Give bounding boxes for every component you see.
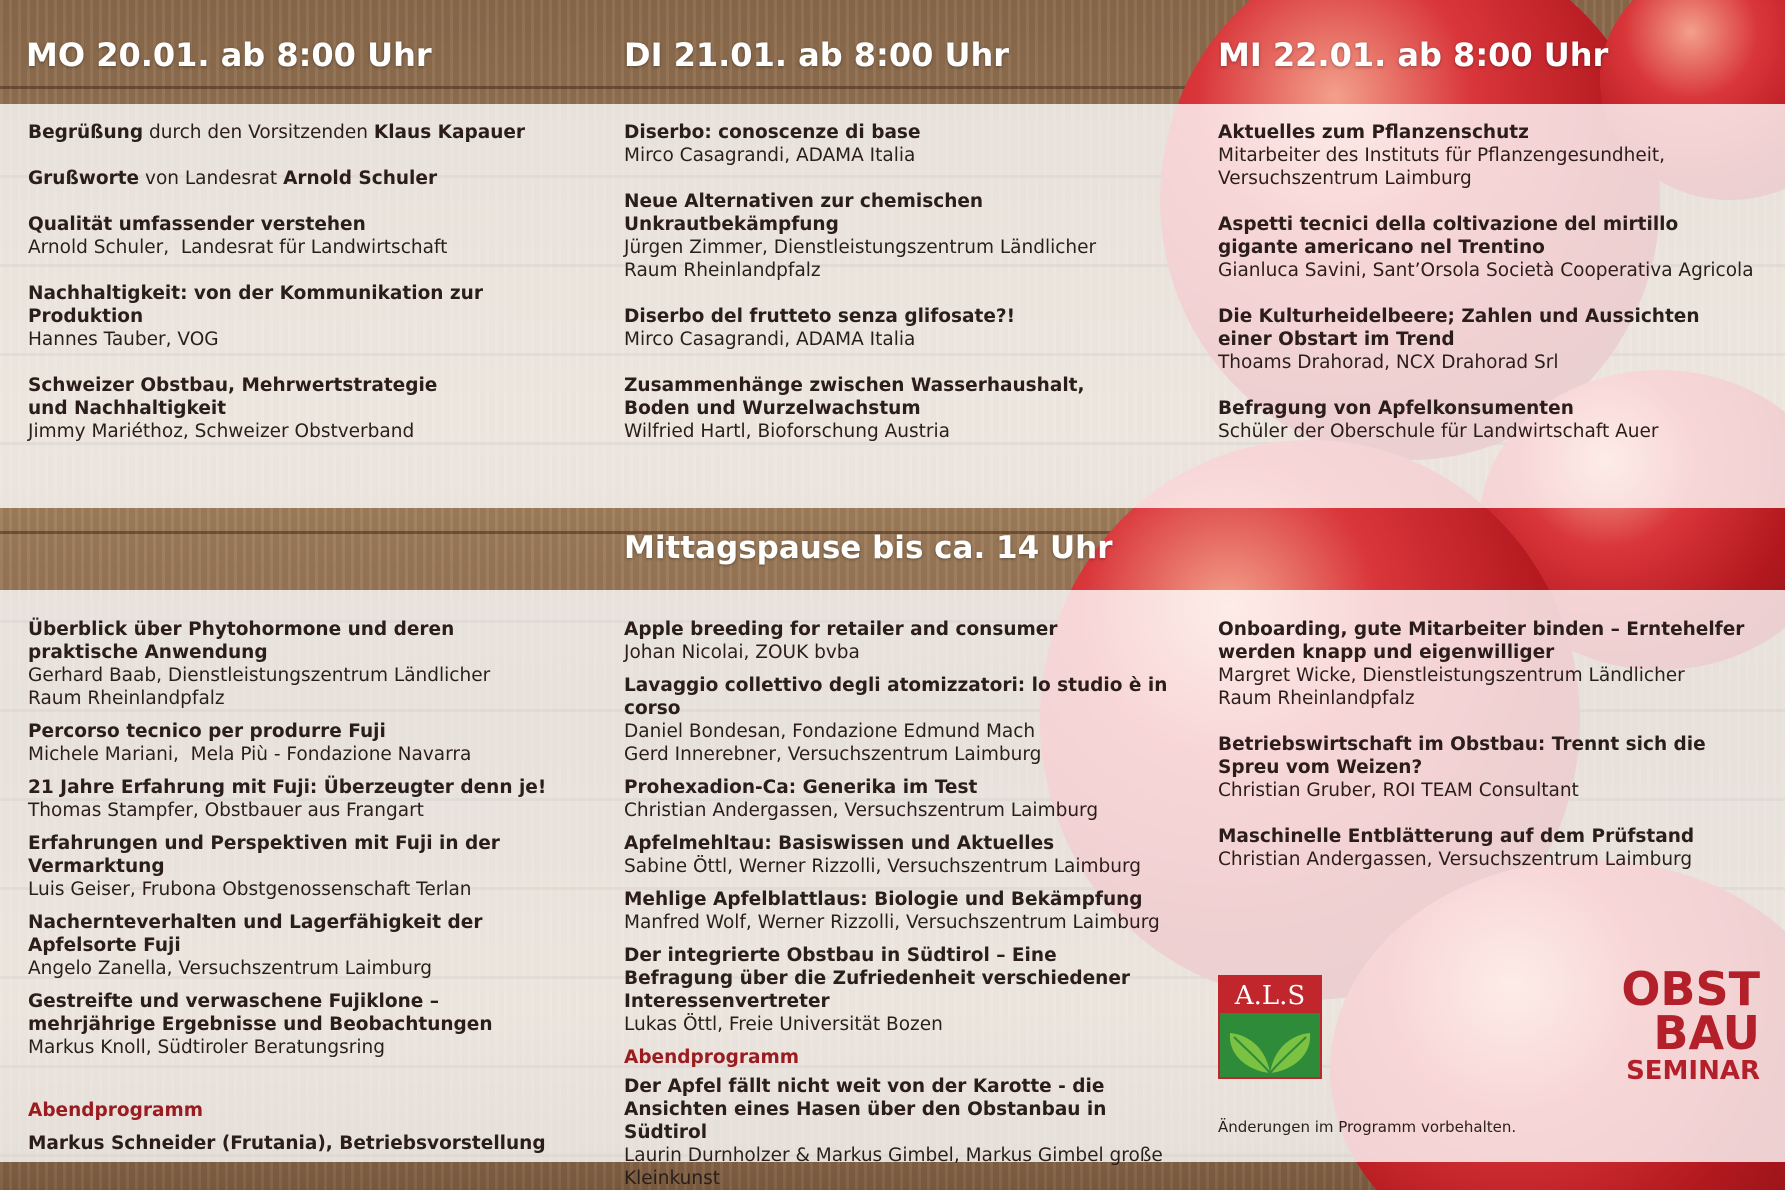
list-item bbox=[624, 674, 1169, 766]
entry-speaker: Schüler der Oberschule für Landwirtschaft Auer bbox=[1218, 421, 1659, 442]
entry-title: Die Kulturheidelbeere; Zahlen und Aussichten einer Obstart im Trend bbox=[1218, 306, 1700, 350]
afternoon-column-mi bbox=[1218, 618, 1778, 871]
entry-speaker: Gerd Innerebner, Versuchszentrum Laimburg bbox=[624, 744, 1042, 765]
list-item bbox=[28, 990, 588, 1059]
lunch-break-heading: Mittagspause bis ca. 14 Uhr bbox=[624, 530, 1113, 566]
list-item bbox=[1218, 305, 1758, 374]
list-item bbox=[624, 776, 1169, 822]
entry-speaker: Mirco Casagrandi, ADAMA Italia bbox=[624, 145, 916, 166]
entry-title: Diserbo: conoscenze di base bbox=[624, 122, 921, 143]
entry-title: Überblick über Phytohormone und deren praktische Anwendung bbox=[28, 619, 455, 663]
list-item bbox=[28, 121, 588, 144]
entry-speaker: Christian Andergassen, Versuchszentrum Laimburg bbox=[624, 800, 1099, 821]
entry-speaker: Christian Andergassen, Versuchszentrum Laimburg bbox=[1218, 849, 1693, 870]
entry-title: Grußworte bbox=[28, 168, 140, 189]
entry-speaker: Thoams Drahorad, NCX Drahorad Srl bbox=[1218, 352, 1559, 373]
entry-speaker: Hannes Tauber, VOG bbox=[28, 329, 219, 350]
entry-speaker: Mitarbeiter des Instituts für Pflanzengesundheit, Versuchszentrum Laimburg bbox=[1218, 145, 1666, 189]
morning-column-di bbox=[624, 121, 1164, 443]
list-item bbox=[28, 167, 588, 190]
list-item bbox=[28, 282, 588, 351]
entry-title: Apfelmehltau: Basiswissen und Aktuelles bbox=[624, 833, 1055, 854]
entry-title: Der integrierte Obstbau in Südtirol – Eine Befragung über die Zufriedenheit verschiedener Interessenvertreter bbox=[624, 945, 1131, 1012]
afternoon-column-di bbox=[624, 618, 1169, 1190]
evening-program-label: Abendprogramm bbox=[624, 1047, 800, 1068]
entry-speaker: Angelo Zanella, Versuchszentrum Laimburg bbox=[28, 958, 433, 979]
entry-speaker: Luis Geiser, Frubona Obstgenossenschaft Terlan bbox=[28, 879, 472, 900]
list-item bbox=[28, 832, 588, 901]
logo-line: BAU bbox=[1653, 1005, 1760, 1060]
list-item bbox=[1218, 733, 1778, 802]
evening-program-label: Abendprogramm bbox=[28, 1100, 204, 1121]
evening-program-title: Markus Schneider (Frutania), Betriebsvorstellung bbox=[28, 1133, 546, 1154]
list-item bbox=[28, 720, 588, 766]
morning-column-mi bbox=[1218, 121, 1758, 443]
entry-title: Prohexadion-Ca: Generika im Test bbox=[624, 777, 978, 798]
list-item bbox=[28, 374, 458, 443]
entry-title: Maschinelle Entblätterung auf dem Prüfstand bbox=[1218, 826, 1695, 847]
entry-title: Schweizer Obstbau, Mehrwertstrategie und Nachhaltigkeit bbox=[28, 375, 438, 419]
list-item bbox=[1218, 213, 1758, 282]
entry-speaker: Lukas Öttl, Freie Universität Bozen bbox=[624, 1014, 943, 1035]
entry-title: Apple breeding for retailer and consumer bbox=[624, 619, 1058, 640]
entry-title: Gestreifte und verwaschene Fujiklone – mehrjährige Ergebnisse und Beobachtungen bbox=[28, 991, 493, 1035]
day-heading-di: DI 21.01. ab 8:00 Uhr bbox=[624, 36, 1010, 74]
entry-speaker: Sabine Öttl, Werner Rizzolli, Versuchszentrum Laimburg bbox=[624, 856, 1142, 877]
entry-title: Arnold Schuler bbox=[283, 168, 438, 189]
entry-speaker: Michele Mariani, Mela Più - Fondazione Navarra bbox=[28, 744, 472, 765]
leaf-icon bbox=[1220, 1013, 1320, 1077]
entry-title: Lavaggio collettivo degli atomizzatori: lo studio è in corso bbox=[624, 675, 1168, 719]
logo-line: SEMINAR bbox=[1626, 1056, 1760, 1087]
disclaimer-note: Änderungen im Programm vorbehalten. bbox=[1218, 1118, 1517, 1136]
entry-title: Neue Alternativen zur chemischen Unkrautbekämpfung bbox=[624, 191, 984, 235]
list-item bbox=[624, 944, 1169, 1036]
afternoon-column-mo bbox=[28, 618, 588, 1155]
entry-speaker: Johan Nicolai, ZOUK bvba bbox=[624, 642, 860, 663]
entry-title: Nachernteverhalten und Lagerfähigkeit der Apfelsorte Fuji bbox=[28, 912, 483, 956]
entry-speaker: Jürgen Zimmer, Dienstleistungszentrum Ländlicher Raum Rheinlandpfalz bbox=[624, 237, 1097, 281]
morning-column-mo bbox=[28, 121, 588, 443]
entry-title: Percorso tecnico per produrre Fuji bbox=[28, 721, 386, 742]
entry-speaker: Daniel Bondesan, Fondazione Edmund Mach bbox=[624, 721, 1036, 742]
entry-title: Aktuelles zum Pflanzenschutz bbox=[1218, 122, 1529, 143]
evening-program-title: Der Apfel fällt nicht weit von der Karotte - die Ansichten eines Hasen über den Obstanbau in Südtirol bbox=[624, 1076, 1107, 1143]
list-item bbox=[1218, 397, 1758, 443]
entry-title: Klaus Kapauer bbox=[373, 122, 526, 143]
entry-title: Mehlige Apfelblattlaus: Biologie und Bekämpfung bbox=[624, 889, 1143, 910]
entry-speaker: Arnold Schuler, Landesrat für Landwirtschaft bbox=[28, 237, 448, 258]
entry-speaker: Jimmy Mariéthoz, Schweizer Obstverband bbox=[28, 421, 415, 442]
entry-title: Betriebswirtschaft im Obstbau: Trennt sich die Spreu vom Weizen? bbox=[1218, 734, 1706, 778]
list-item bbox=[624, 374, 1124, 443]
logo-line: OBST bbox=[1621, 962, 1760, 1016]
entry-title: Aspetti tecnici della coltivazione del mirtillo gigante americano nel Trentino bbox=[1218, 214, 1679, 258]
list-item bbox=[624, 305, 1164, 351]
entry-title: Qualität umfassender verstehen bbox=[28, 214, 366, 235]
entry-title: Befragung von Apfelkonsumenten bbox=[1218, 398, 1574, 419]
list-item bbox=[624, 618, 1169, 664]
entry-title: Diserbo del frutteto senza glifosate?! bbox=[624, 306, 1016, 327]
list-item bbox=[1218, 618, 1778, 710]
entry-speaker: Gianluca Savini, Sant’Orsola Società Cooperativa Agricola bbox=[1218, 260, 1754, 281]
als-logo bbox=[1218, 975, 1322, 1079]
list-item bbox=[28, 618, 588, 710]
entry-speaker: Thomas Stampfer, Obstbauer aus Frangart bbox=[28, 800, 424, 821]
list-item bbox=[1218, 121, 1758, 190]
entry-speaker: Christian Gruber, ROI TEAM Consultant bbox=[1218, 780, 1579, 801]
entry-title: Erfahrungen und Perspektiven mit Fuji in der Vermarktung bbox=[28, 833, 500, 877]
entry-text: durch den Vorsitzenden bbox=[143, 122, 374, 143]
obstbau-seminar-logo bbox=[1600, 962, 1760, 1087]
entry-speaker: Manfred Wolf, Werner Rizzolli, Versuchszentrum Laimburg bbox=[624, 912, 1160, 933]
list-item bbox=[28, 776, 588, 822]
day-heading-mi: MI 22.01. ab 8:00 Uhr bbox=[1218, 36, 1609, 74]
entry-speaker: Wilfried Hartl, Bioforschung Austria bbox=[624, 421, 950, 442]
list-item bbox=[624, 121, 1164, 167]
day-heading-mo: MO 20.01. ab 8:00 Uhr bbox=[26, 36, 432, 74]
als-logo-text: A.L.S bbox=[1234, 981, 1306, 1011]
entry-speaker: Gerhard Baab, Dienstleistungszentrum Ländlicher Raum Rheinlandpfalz bbox=[28, 665, 491, 709]
evening-program-speaker: Laurin Durnholzer & Markus Gimbel, Markus Gimbel große Kleinkunst bbox=[624, 1145, 1163, 1189]
list-item bbox=[624, 832, 1169, 878]
entry-title: Onboarding, gute Mitarbeiter binden – Erntehelfer werden knapp und eigenwilliger bbox=[1218, 619, 1745, 663]
list-item bbox=[28, 213, 588, 259]
list-item bbox=[624, 888, 1169, 934]
list-item bbox=[1218, 825, 1778, 871]
entry-title: 21 Jahre Erfahrung mit Fuji: Überzeugter denn je! bbox=[28, 777, 547, 798]
entry-title: Nachhaltigkeit: von der Kommunikation zur Produktion bbox=[28, 283, 483, 327]
entry-text: von Landesrat bbox=[139, 168, 284, 189]
list-item bbox=[28, 911, 588, 980]
entry-title: Begrüßung bbox=[28, 122, 144, 143]
entry-title: Zusammenhänge zwischen Wasserhaushalt, Boden und Wurzelwachstum bbox=[624, 375, 1085, 419]
entry-speaker: Margret Wicke, Dienstleistungszentrum Ländlicher Raum Rheinlandpfalz bbox=[1218, 665, 1685, 709]
list-item bbox=[624, 190, 1164, 282]
entry-speaker: Markus Knoll, Südtiroler Beratungsring bbox=[28, 1037, 385, 1058]
entry-speaker: Mirco Casagrandi, ADAMA Italia bbox=[624, 329, 916, 350]
